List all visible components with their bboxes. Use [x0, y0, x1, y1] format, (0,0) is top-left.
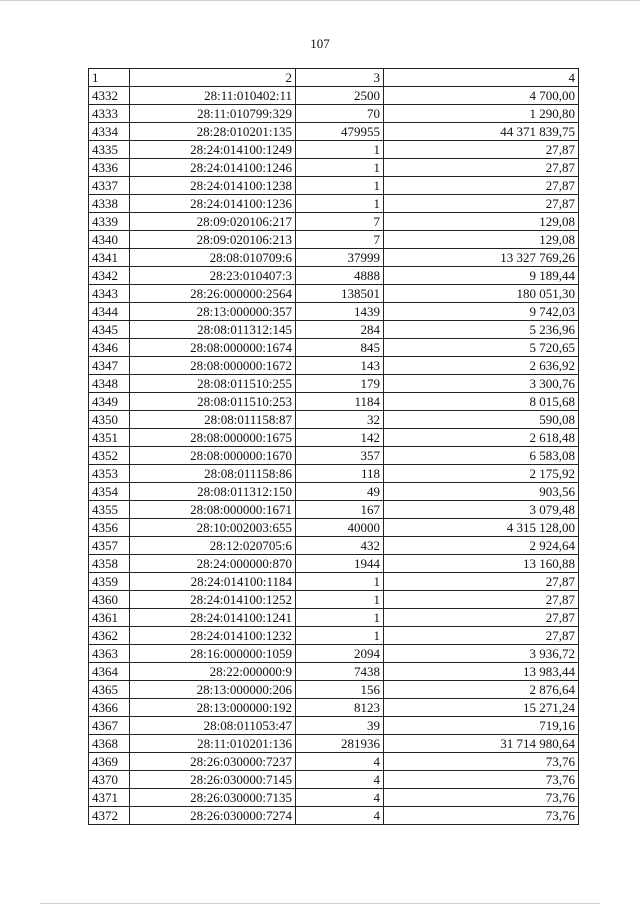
- table-row: [89, 537, 579, 555]
- area-cell: 4: [296, 789, 384, 807]
- cadastral-number-cell: 28:08:000000:1670: [130, 447, 296, 465]
- value-cell: 73,76: [384, 753, 579, 771]
- value-cell: 903,56: [384, 483, 579, 501]
- area-cell: 1: [296, 591, 384, 609]
- value-cell: 27,87: [384, 159, 579, 177]
- row-number-cell: 4369: [89, 753, 130, 771]
- value-cell: 3 079,48: [384, 501, 579, 519]
- value-cell: 13 983,44: [384, 663, 579, 681]
- cadastral-number-cell: 28:09:020106:213: [130, 231, 296, 249]
- area-cell: 49: [296, 483, 384, 501]
- value-cell: 719,16: [384, 717, 579, 735]
- table-row: [89, 645, 579, 663]
- row-number-cell: 4360: [89, 591, 130, 609]
- table-body: [89, 87, 579, 825]
- column-header: 1: [89, 69, 130, 87]
- area-cell: 4: [296, 807, 384, 825]
- row-number-cell: 4337: [89, 177, 130, 195]
- table-row: [89, 663, 579, 681]
- area-cell: 7438: [296, 663, 384, 681]
- table-row: [89, 267, 579, 285]
- cadastral-number-cell: 28:26:030000:7237: [130, 753, 296, 771]
- cadastral-number-cell: 28:24:014100:1249: [130, 141, 296, 159]
- row-number-cell: 4336: [89, 159, 130, 177]
- row-number-cell: 4340: [89, 231, 130, 249]
- area-cell: 1: [296, 573, 384, 591]
- value-cell: 27,87: [384, 591, 579, 609]
- value-cell: 73,76: [384, 789, 579, 807]
- area-cell: 2500: [296, 87, 384, 105]
- page-number: 107: [310, 36, 330, 51]
- cadastral-number-cell: 28:08:010709:6: [130, 249, 296, 267]
- table-row: [89, 753, 579, 771]
- area-cell: 37999: [296, 249, 384, 267]
- table-row: [89, 699, 579, 717]
- row-number-cell: 4351: [89, 429, 130, 447]
- table-row: [89, 411, 579, 429]
- value-cell: 44 371 839,75: [384, 123, 579, 141]
- table-row: [89, 627, 579, 645]
- value-cell: 73,76: [384, 771, 579, 789]
- table-row: [89, 177, 579, 195]
- row-number-cell: 4332: [89, 87, 130, 105]
- cadastral-number-cell: 28:08:011312:150: [130, 483, 296, 501]
- cadastral-number-cell: 28:26:030000:7274: [130, 807, 296, 825]
- area-cell: 1: [296, 177, 384, 195]
- value-cell: 2 175,92: [384, 465, 579, 483]
- row-number-cell: 4356: [89, 519, 130, 537]
- table-row: [89, 375, 579, 393]
- area-cell: 4: [296, 753, 384, 771]
- cadastral-number-cell: 28:08:011158:86: [130, 465, 296, 483]
- row-number-cell: 4354: [89, 483, 130, 501]
- registry-table: [88, 68, 579, 825]
- row-number-cell: 4338: [89, 195, 130, 213]
- row-number-cell: 4355: [89, 501, 130, 519]
- row-number-cell: 4346: [89, 339, 130, 357]
- value-cell: 73,76: [384, 807, 579, 825]
- value-cell: 8 015,68: [384, 393, 579, 411]
- value-cell: 2 876,64: [384, 681, 579, 699]
- row-number-cell: 4364: [89, 663, 130, 681]
- value-cell: 31 714 980,64: [384, 735, 579, 753]
- value-cell: 5 236,96: [384, 321, 579, 339]
- area-cell: 40000: [296, 519, 384, 537]
- row-number-cell: 4371: [89, 789, 130, 807]
- area-cell: 357: [296, 447, 384, 465]
- row-number-cell: 4362: [89, 627, 130, 645]
- area-cell: 284: [296, 321, 384, 339]
- row-number-cell: 4352: [89, 447, 130, 465]
- area-cell: 1: [296, 627, 384, 645]
- area-cell: 1: [296, 159, 384, 177]
- scan-edge-top: [0, 0, 640, 1]
- cadastral-number-cell: 28:24:014100:1184: [130, 573, 296, 591]
- table-row: [89, 159, 579, 177]
- table-row: [89, 285, 579, 303]
- table-row: [89, 429, 579, 447]
- area-cell: 8123: [296, 699, 384, 717]
- area-cell: 1944: [296, 555, 384, 573]
- cadastral-number-cell: 28:10:002003:655: [130, 519, 296, 537]
- value-cell: 27,87: [384, 195, 579, 213]
- table-row: [89, 339, 579, 357]
- row-number-cell: 4361: [89, 609, 130, 627]
- table-row: [89, 735, 579, 753]
- row-number-cell: 4359: [89, 573, 130, 591]
- table-row: [89, 771, 579, 789]
- value-cell: 180 051,30: [384, 285, 579, 303]
- table-row: [89, 447, 579, 465]
- value-cell: 2 924,64: [384, 537, 579, 555]
- cadastral-number-cell: 28:11:010402:11: [130, 87, 296, 105]
- area-cell: 7: [296, 231, 384, 249]
- value-cell: 27,87: [384, 627, 579, 645]
- cadastral-number-cell: 28:26:030000:7135: [130, 789, 296, 807]
- cadastral-number-cell: 28:23:010407:3: [130, 267, 296, 285]
- cadastral-number-cell: 28:08:011510:255: [130, 375, 296, 393]
- area-cell: 432: [296, 537, 384, 555]
- area-cell: 142: [296, 429, 384, 447]
- cadastral-number-cell: 28:08:011053:47: [130, 717, 296, 735]
- value-cell: 590,08: [384, 411, 579, 429]
- table-row: [89, 591, 579, 609]
- area-cell: 179: [296, 375, 384, 393]
- area-cell: 1184: [296, 393, 384, 411]
- cadastral-number-cell: 28:08:000000:1675: [130, 429, 296, 447]
- area-cell: 2094: [296, 645, 384, 663]
- cadastral-number-cell: 28:24:014100:1232: [130, 627, 296, 645]
- table-row: [89, 87, 579, 105]
- row-number-cell: 4343: [89, 285, 130, 303]
- area-cell: 479955: [296, 123, 384, 141]
- value-cell: 2 636,92: [384, 357, 579, 375]
- row-number-cell: 4372: [89, 807, 130, 825]
- table-row: [89, 501, 579, 519]
- row-number-cell: 4335: [89, 141, 130, 159]
- area-cell: 1439: [296, 303, 384, 321]
- table-row: [89, 213, 579, 231]
- value-cell: 4 315 128,00: [384, 519, 579, 537]
- column-header: 3: [296, 69, 384, 87]
- row-number-cell: 4345: [89, 321, 130, 339]
- value-cell: 3 936,72: [384, 645, 579, 663]
- cadastral-number-cell: 28:13:000000:357: [130, 303, 296, 321]
- cadastral-number-cell: 28:24:014100:1241: [130, 609, 296, 627]
- cadastral-number-cell: 28:22:000000:9: [130, 663, 296, 681]
- row-number-cell: 4350: [89, 411, 130, 429]
- value-cell: 9 189,44: [384, 267, 579, 285]
- table-row: [89, 807, 579, 825]
- cadastral-number-cell: 28:08:000000:1671: [130, 501, 296, 519]
- value-cell: 4 700,00: [384, 87, 579, 105]
- table-row: [89, 555, 579, 573]
- row-number-cell: 4370: [89, 771, 130, 789]
- row-number-cell: 4342: [89, 267, 130, 285]
- scan-edge-bottom: [40, 903, 600, 904]
- row-number-cell: 4366: [89, 699, 130, 717]
- table-row: [89, 789, 579, 807]
- area-cell: 70: [296, 105, 384, 123]
- value-cell: 9 742,03: [384, 303, 579, 321]
- row-number-cell: 4341: [89, 249, 130, 267]
- cadastral-number-cell: 28:16:000000:1059: [130, 645, 296, 663]
- area-cell: 138501: [296, 285, 384, 303]
- cadastral-number-cell: 28:24:014100:1236: [130, 195, 296, 213]
- area-cell: 1: [296, 141, 384, 159]
- table-row: [89, 717, 579, 735]
- column-header: 4: [384, 69, 579, 87]
- area-cell: 845: [296, 339, 384, 357]
- value-cell: 129,08: [384, 231, 579, 249]
- area-cell: 4888: [296, 267, 384, 285]
- row-number-cell: 4347: [89, 357, 130, 375]
- table-row: [89, 105, 579, 123]
- value-cell: 2 618,48: [384, 429, 579, 447]
- cadastral-number-cell: 28:08:000000:1674: [130, 339, 296, 357]
- area-cell: 143: [296, 357, 384, 375]
- table-header-row: [89, 69, 579, 87]
- table-row: [89, 195, 579, 213]
- row-number-cell: 4348: [89, 375, 130, 393]
- cadastral-number-cell: 28:11:010201:136: [130, 735, 296, 753]
- table-row: [89, 141, 579, 159]
- cadastral-number-cell: 28:26:030000:7145: [130, 771, 296, 789]
- area-cell: 1: [296, 609, 384, 627]
- area-cell: 167: [296, 501, 384, 519]
- value-cell: 13 160,88: [384, 555, 579, 573]
- row-number-cell: 4349: [89, 393, 130, 411]
- table-row: [89, 231, 579, 249]
- area-cell: 39: [296, 717, 384, 735]
- row-number-cell: 4334: [89, 123, 130, 141]
- cadastral-number-cell: 28:08:011312:145: [130, 321, 296, 339]
- row-number-cell: 4367: [89, 717, 130, 735]
- row-number-cell: 4353: [89, 465, 130, 483]
- value-cell: 15 271,24: [384, 699, 579, 717]
- cadastral-number-cell: 28:11:010799:329: [130, 105, 296, 123]
- table-row: [89, 609, 579, 627]
- row-number-cell: 4358: [89, 555, 130, 573]
- value-cell: 1 290,80: [384, 105, 579, 123]
- table-row: [89, 483, 579, 501]
- cadastral-number-cell: 28:24:000000:870: [130, 555, 296, 573]
- cadastral-number-cell: 28:24:014100:1252: [130, 591, 296, 609]
- row-number-cell: 4344: [89, 303, 130, 321]
- value-cell: 5 720,65: [384, 339, 579, 357]
- table-row: [89, 519, 579, 537]
- area-cell: 281936: [296, 735, 384, 753]
- value-cell: 13 327 769,26: [384, 249, 579, 267]
- table-row: [89, 357, 579, 375]
- cadastral-number-cell: 28:26:000000:2564: [130, 285, 296, 303]
- cadastral-number-cell: 28:12:020705:6: [130, 537, 296, 555]
- area-cell: 1: [296, 195, 384, 213]
- table-row: [89, 321, 579, 339]
- cadastral-number-cell: 28:13:000000:206: [130, 681, 296, 699]
- cadastral-number-cell: 28:08:011510:253: [130, 393, 296, 411]
- value-cell: 129,08: [384, 213, 579, 231]
- value-cell: 6 583,08: [384, 447, 579, 465]
- cadastral-number-cell: 28:09:020106:217: [130, 213, 296, 231]
- cadastral-number-cell: 28:08:000000:1672: [130, 357, 296, 375]
- cadastral-number-cell: 28:24:014100:1238: [130, 177, 296, 195]
- row-number-cell: 4363: [89, 645, 130, 663]
- value-cell: 3 300,76: [384, 375, 579, 393]
- row-number-cell: 4357: [89, 537, 130, 555]
- table-row: [89, 123, 579, 141]
- row-number-cell: 4333: [89, 105, 130, 123]
- row-number-cell: 4339: [89, 213, 130, 231]
- table-row: [89, 573, 579, 591]
- row-number-cell: 4365: [89, 681, 130, 699]
- table-row: [89, 681, 579, 699]
- area-cell: 7: [296, 213, 384, 231]
- cadastral-number-cell: 28:28:010201:135: [130, 123, 296, 141]
- cadastral-number-cell: 28:08:011158:87: [130, 411, 296, 429]
- area-cell: 156: [296, 681, 384, 699]
- table-row: [89, 303, 579, 321]
- area-cell: 4: [296, 771, 384, 789]
- table-row: [89, 249, 579, 267]
- cadastral-number-cell: 28:13:000000:192: [130, 699, 296, 717]
- table-row: [89, 465, 579, 483]
- column-header: 2: [130, 69, 296, 87]
- row-number-cell: 4368: [89, 735, 130, 753]
- value-cell: 27,87: [384, 141, 579, 159]
- area-cell: 32: [296, 411, 384, 429]
- value-cell: 27,87: [384, 573, 579, 591]
- area-cell: 118: [296, 465, 384, 483]
- table-row: [89, 393, 579, 411]
- value-cell: 27,87: [384, 177, 579, 195]
- cadastral-number-cell: 28:24:014100:1246: [130, 159, 296, 177]
- value-cell: 27,87: [384, 609, 579, 627]
